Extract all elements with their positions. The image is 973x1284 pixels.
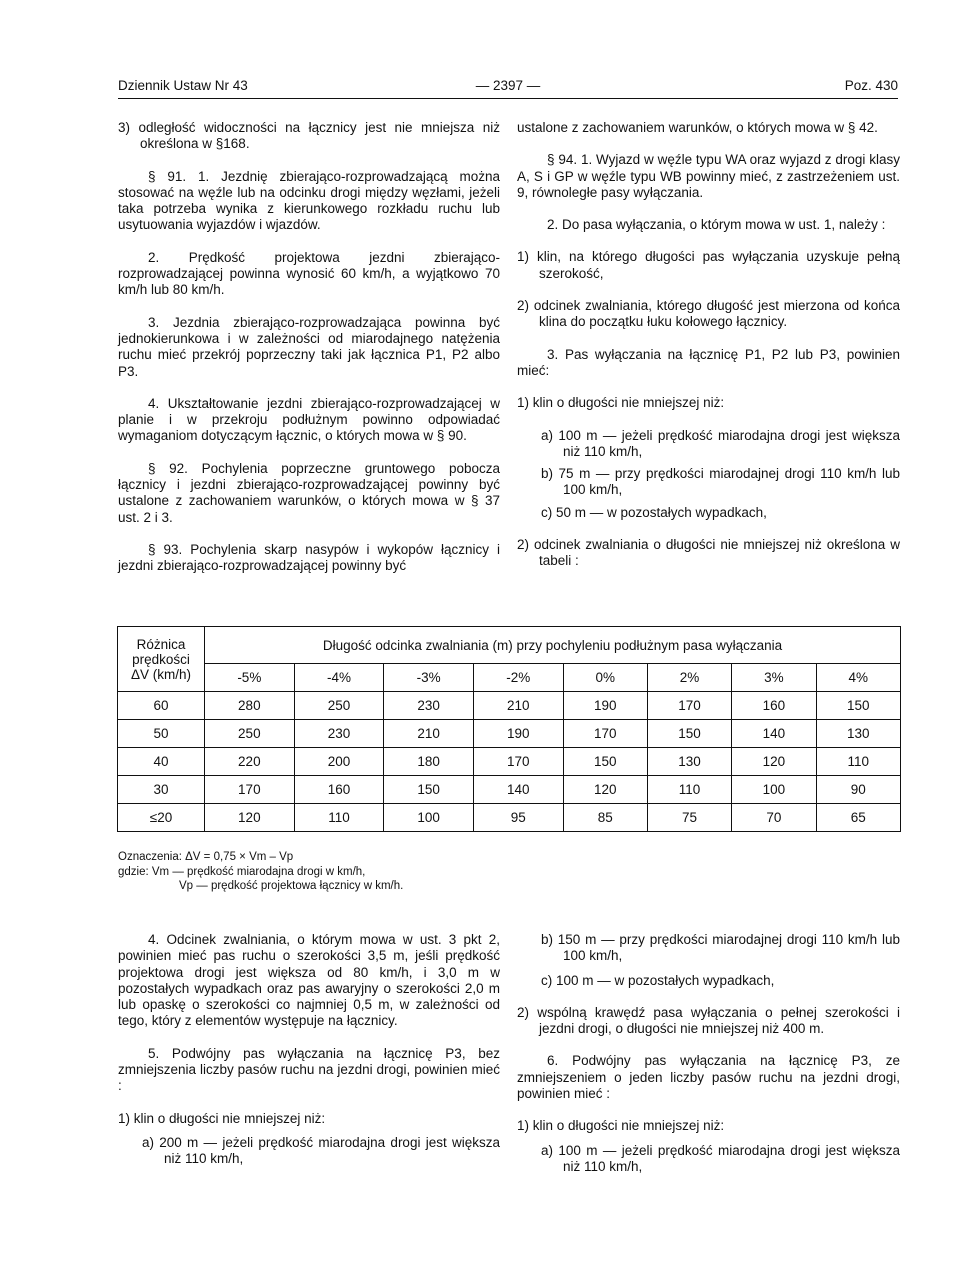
length-cell: 140	[473, 776, 563, 804]
table-notes	[118, 850, 403, 894]
list-item: 2) wspólną krawędź pasa wyłączania o pełnej szerokości i jezdni drogi, o długości nie mniejszej niż 400 m.	[517, 1004, 900, 1037]
table-body	[118, 692, 901, 832]
paragraph: § 93. Pochylenia skarp nasypów i wykopów łącznicy i jezdni zbierająco-rozprowadzającej powinny być	[118, 541, 500, 574]
speed-cell: ≤20	[118, 804, 205, 832]
deceleration-length-table	[117, 626, 901, 832]
paragraph: 3) odległość widoczności na łącznicy jest nie mniejsza niż określona w §168.	[118, 120, 500, 152]
length-cell: 200	[294, 748, 384, 776]
right-column-bottom	[517, 932, 900, 1191]
length-cell: 90	[816, 776, 900, 804]
paragraph: 2. Prędkość projektowa jezdni zbierająco-rozprowadzającej powinna wynosić 60 km/h, a wyjątkowo 70 km/h lub 80 km/h.	[118, 249, 500, 298]
slope-header: 4%	[816, 664, 900, 692]
length-cell: 160	[732, 692, 816, 720]
length-cell: 210	[473, 692, 563, 720]
length-cell: 150	[384, 776, 474, 804]
list-item: 1) klin o długości nie mniejszej niż:	[118, 1110, 326, 1126]
list-item: 1) klin o długości nie mniejszej niż:	[517, 395, 725, 411]
list-item: 1) klin, na którego długości pas wyłączania uzyskuje pełną szerokość,	[517, 249, 900, 281]
slope-header: 2%	[647, 664, 731, 692]
header-line: prędkości	[132, 651, 190, 667]
sub-list-item: b) 150 m — przy prędkości miarodajnej drogi 110 km/h lub 100 km/h,	[541, 932, 900, 964]
paragraph: 3. Pas wyłączania na łącznicę P1, P2 lub P3, powinien mieć:	[517, 346, 900, 378]
speed-cell: 50	[118, 720, 205, 748]
length-cell: 120	[205, 804, 295, 832]
running-header	[118, 78, 898, 100]
length-cell: 120	[563, 776, 647, 804]
list-item: 1) klin o długości nie mniejszej niż:	[517, 1118, 725, 1134]
paragraph: 4. Odcinek zwalniania, o którym mowa w ust. 3 pkt 2, powinien mieć pas ruchu o szerokości 3,5 m, jeśli prędkość projektowa drogi jest większa od 80 km/h, i 3,0 m w pozostałych wypadkach oraz pas awaryjny o szerokości 2,0 m lub opaskę o szerokości co najmniej 0,5 m, w zależności od tego, który z elementów występuje na łącznicy.	[118, 932, 500, 1029]
sub-list-item: c) 100 m — w pozostałych wypadkach,	[541, 972, 775, 988]
speed-cell: 40	[118, 748, 205, 776]
slope-header: -2%	[473, 664, 563, 692]
length-cell: 130	[647, 748, 731, 776]
slope-header: -4%	[294, 664, 384, 692]
length-cell: 150	[647, 720, 731, 748]
list-item: 2) odcinek zwalniania o długości nie mniejszej niż określona w tabeli :	[517, 537, 900, 569]
paragraph: 3. Jezdnia zbierająco-rozprowadzająca powinna być jednokierunkowa i w zależności od miarodajnego natężenia ruchu mieć przekrój poprzeczny taki jak łącznica P1, P2 albo P3.	[118, 314, 500, 379]
sub-list-item: c) 50 m — w pozostałych wypadkach,	[541, 504, 767, 520]
length-cell: 95	[473, 804, 563, 832]
left-column-bottom	[118, 932, 500, 1184]
paragraph: § 94. 1. Wyjazd w węźle typu WA oraz wyjazd z drogi klasy A, S i GP w węźle typu WB powinny mieć, z zastrzeżeniem ust. 9, równoległe pasy wyłączania.	[517, 152, 900, 200]
length-cell: 85	[563, 804, 647, 832]
length-cell: 140	[732, 720, 816, 748]
length-cell: 130	[816, 720, 900, 748]
header-line: Różnica	[136, 636, 186, 652]
length-cell: 230	[294, 720, 384, 748]
list-item: 2) odcinek zwalniania, którego długość jest mierzona od końca klina do początku łuku kołowego łącznicy.	[517, 298, 900, 330]
length-cell: 160	[294, 776, 384, 804]
length-cell: 150	[563, 748, 647, 776]
length-cell: 210	[384, 720, 474, 748]
paragraph: § 92. Pochylenia poprzeczne gruntowego pobocza łącznicy i jezdni zbierająco-rozprowadzającej powinny być ustalone z zachowaniem warunków, o których mowa w § 37 ust. 2 i 3.	[118, 460, 500, 525]
length-cell: 110	[647, 776, 731, 804]
length-cell: 180	[384, 748, 474, 776]
length-cell: 75	[647, 804, 731, 832]
length-cell: 65	[816, 804, 900, 832]
table-row	[118, 720, 901, 748]
paragraph: § 91. 1. Jezdnię zbierająco-rozprowadzającą można stosować na węźle lub na odcinku drogi między węzłami, jeżeli taka potrzeba wynika z kierunkowego rozkładu ruchu lub usytuowania wyjazdów i wjazdów.	[118, 168, 500, 233]
table-row	[118, 776, 901, 804]
speed-cell: 30	[118, 776, 205, 804]
page-number: — 2397 —	[475, 78, 541, 93]
table-title: Długość odcinka zwalniania (m) przy pochyleniu podłużnym pasa wyłączania	[205, 627, 901, 664]
paragraph: 2. Do pasa wyłączania, o którym mowa w ust. 1, należy :	[547, 217, 886, 233]
length-cell: 170	[647, 692, 731, 720]
legend-line: gdzie: Vm — prędkość miarodajna drogi w km/h,	[118, 865, 366, 878]
paragraph: ustalone z zachowaniem warunków, o których mowa w § 42.	[517, 120, 878, 135]
position-number: Poz. 430	[844, 78, 898, 93]
paragraph: 4. Ukształtowanie jezdni zbierająco-rozprowadzającej w planie i w przekroju podłużnym powinno odpowiadać wymaganiom dotyczącym łącznic, o których mowa w § 90.	[118, 395, 500, 444]
sub-list-item: a) 100 m — jeżeli prędkość miarodajna drogi jest większa niż 110 km/h,	[541, 1142, 900, 1174]
journal-title: Dziennik Ustaw Nr 43	[118, 78, 248, 93]
length-cell: 170	[473, 748, 563, 776]
length-cell: 190	[563, 692, 647, 720]
length-cell: 70	[732, 804, 816, 832]
length-cell: 250	[205, 720, 295, 748]
length-cell: 250	[294, 692, 384, 720]
sub-list-item: b) 75 m — przy prędkości miarodajnej drogi 110 km/h lub 100 km/h,	[541, 466, 900, 498]
length-cell: 220	[205, 748, 295, 776]
length-cell: 110	[816, 748, 900, 776]
length-cell: 110	[294, 804, 384, 832]
sub-list-item: a) 100 m — jeżeli prędkość miarodajna drogi jest większa niż 110 km/h,	[541, 427, 900, 459]
length-cell: 230	[384, 692, 474, 720]
header-line: ΔV (km/h)	[130, 666, 192, 682]
slope-header-row	[118, 664, 901, 692]
legend-line: Vp — prędkość projektowa łącznicy w km/h.	[179, 880, 404, 892]
table-row	[118, 748, 901, 776]
sub-list-item: a) 200 m — jeżeli prędkość miarodajna drogi jest większa niż 110 km/h,	[142, 1134, 500, 1167]
table-row	[118, 692, 901, 720]
speed-difference-header	[118, 627, 205, 692]
paragraph: 6. Podwójny pas wyłączania na łącznicę P3, ze zmniejszeniem o jeden liczby pasów ruchu na jezdni drogi, powinien mieć :	[517, 1053, 900, 1102]
slope-header: 0%	[563, 664, 647, 692]
length-cell: 100	[732, 776, 816, 804]
length-cell: 150	[816, 692, 900, 720]
slope-header: -3%	[384, 664, 474, 692]
length-cell: 170	[563, 720, 647, 748]
length-cell: 100	[384, 804, 474, 832]
right-column-top	[517, 120, 900, 586]
header-rule	[118, 98, 898, 99]
table-row	[118, 804, 901, 832]
length-cell: 190	[473, 720, 563, 748]
length-cell: 170	[205, 776, 295, 804]
slope-header: 3%	[732, 664, 816, 692]
length-cell: 120	[732, 748, 816, 776]
slope-header: -5%	[205, 664, 295, 692]
speed-cell: 60	[118, 692, 205, 720]
left-column-top	[118, 120, 500, 591]
notation-line: Oznaczenia: ΔV = 0,75 × Vm – Vp	[118, 851, 294, 863]
length-cell: 280	[205, 692, 295, 720]
paragraph: 5. Podwójny pas wyłączania na łącznicę P3, bez zmniejszenia liczby pasów ruchu na jezdni drogi, powinien mieć :	[118, 1045, 500, 1094]
